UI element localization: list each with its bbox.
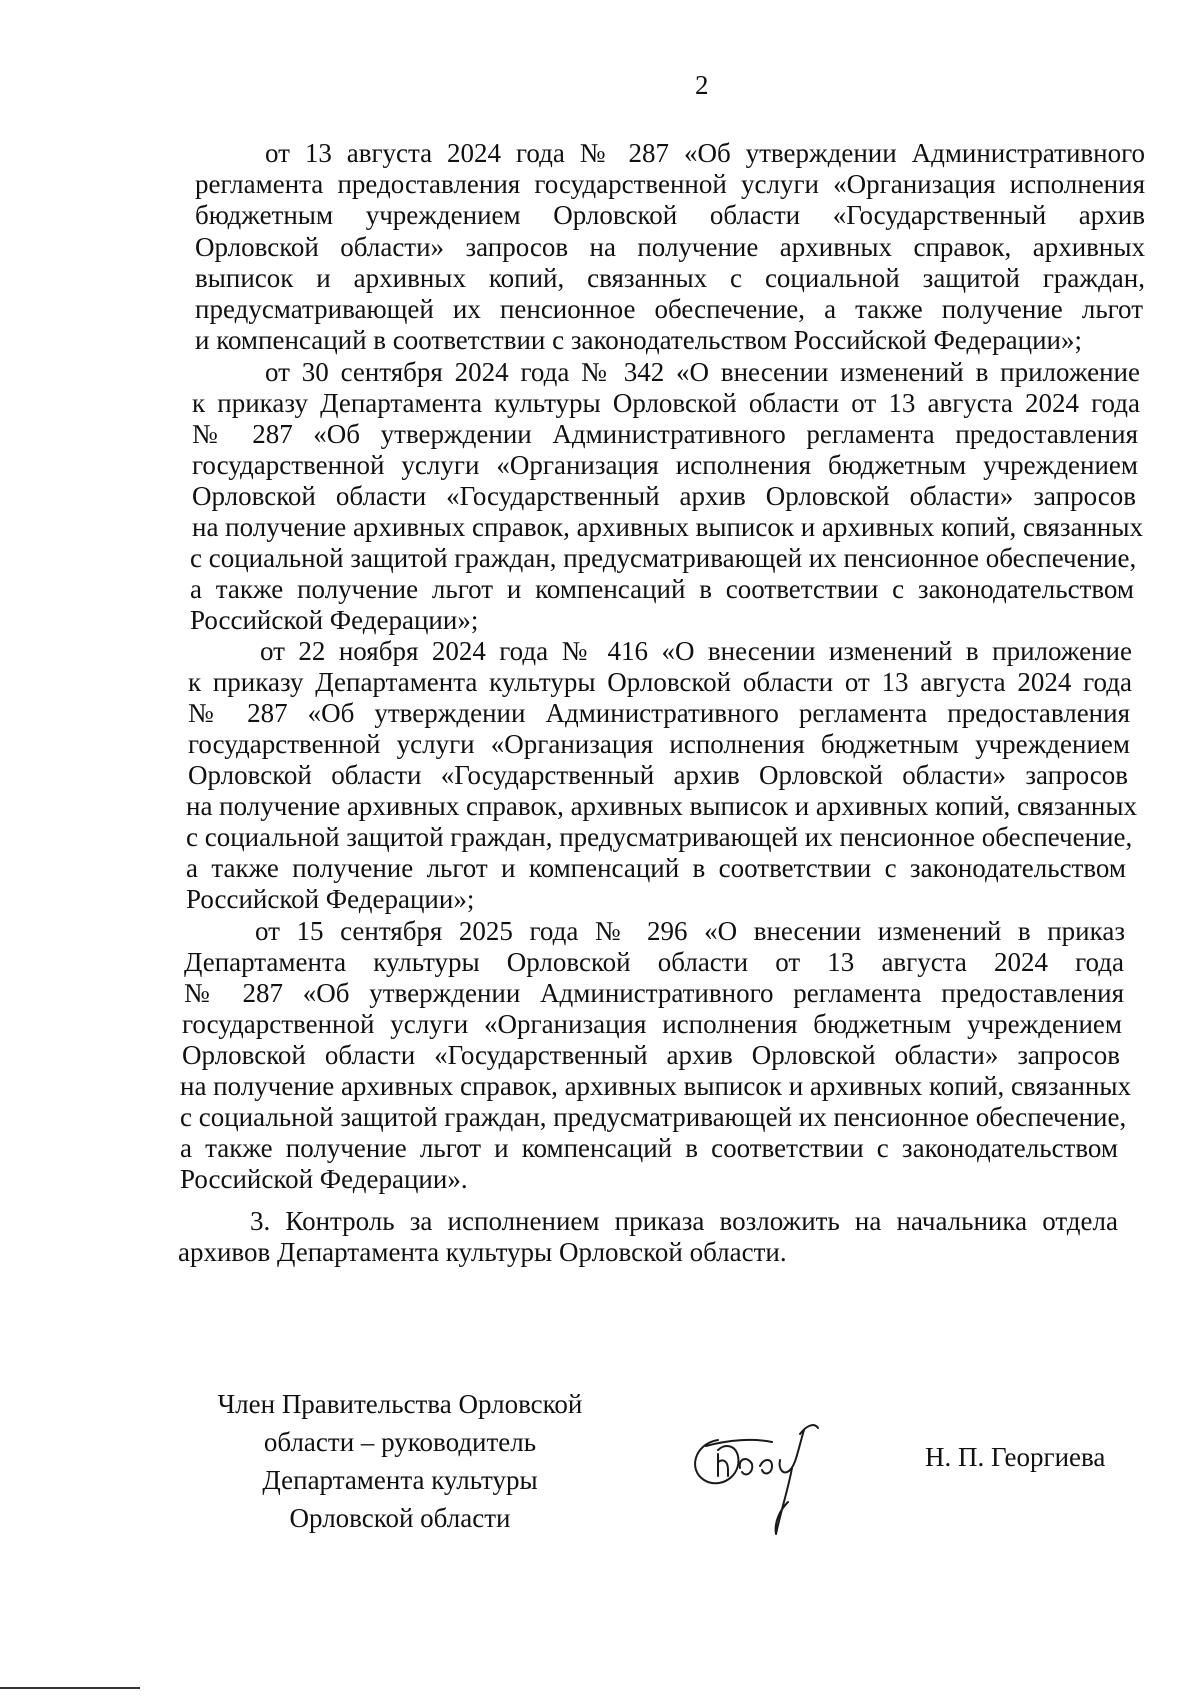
signatory-title-line: Орловской области [289,1503,511,1533]
signatory-title-line: Департамента культуры [262,1465,538,1495]
text-line: Российской Федерации». [180,1164,468,1194]
text-line: Орловской области «Государственный архив Орловской области» запросов [192,481,1136,511]
text-line: бюджетным учреждением Орловской области «Государственный архив [195,200,1145,230]
text-line: а также получение льгот и компенсаций в соответствии с законодательством [190,574,1134,604]
text-line: № 287 «Об утверждении Административного регламента предоставления [184,978,1124,1008]
text-line: Российской Федерации»; [186,884,475,914]
text-line: от 13 августа 2024 года № 287 «Об утверждении Административного [265,138,1145,168]
text-line: к приказу Департамента культуры Орловской области от 13 августа 2024 года [188,667,1132,697]
text-line: архивов Департамента культуры Орловской области. [178,1237,787,1267]
text-line: от 15 сентября 2025 года № 296 «О внесении изменений в приказ [255,916,1125,946]
text-line: а также получение льгот и компенсаций в соответствии с законодательством [186,853,1126,883]
text-line: государственной услуги «Организация исполнения бюджетным учреждением [182,1009,1122,1039]
text-line: № 287 «Об утверждении Административного регламента предоставления [192,419,1138,449]
text-line: с социальной защитой граждан, предусматривающей их пенсионное обеспечение, [190,543,1137,573]
text-line: государственной услуги «Организация исполнения бюджетным учреждением [188,729,1130,759]
text-line: регламента предоставления государственной услуги «Организация исполнения [195,169,1145,199]
footer-rule [0,1687,140,1689]
text-line: на получение архивных справок, архивных выписок и архивных копий, связанных [186,791,1138,821]
text-line: Орловской области «Государственный архив Орловской области» запросов [188,760,1128,790]
text-line: и компенсаций в соответствии с законодательством Российской Федерации»; [195,325,1082,355]
text-line: государственной услуги «Организация исполнения бюджетным учреждением [192,450,1138,480]
text-line: предусматривающей их пенсионное обеспечение, а также получение льгот [195,294,1143,324]
text-line: Российской Федерации»; [190,605,479,635]
text-line: Орловской области «Государственный архив Орловской области» запросов [182,1040,1120,1070]
text-line: от 30 сентября 2024 года № 342 «О внесении изменений в приложение [265,357,1140,387]
signatory-name: Н. П. Георгиева [925,1442,1106,1472]
signatory-title-line: Член Правительства Орловской [217,1389,583,1419]
text-line: с социальной защитой граждан, предусматривающей их пенсионное обеспечение, [180,1102,1127,1132]
signatory-title [200,1385,600,1537]
text-line: Департамента культуры Орловской области от 13 августа 2024 года [184,947,1124,977]
text-line: выписок и архивных копий, связанных с социальной защитой граждан, [195,263,1145,293]
text-line: № 287 «Об утверждении Административного регламента предоставления [188,698,1130,728]
signatory-title-line: области – руководитель [263,1427,537,1457]
text-line: с социальной защитой граждан, предусматривающей их пенсионное обеспечение, [186,822,1133,852]
text-line: на получение архивных справок, архивных выписок и архивных копий, связанных [192,512,1144,542]
handwritten-signature [680,1410,835,1540]
text-line: Орловской области» запросов на получение архивных справок, архивных [195,232,1145,262]
text-line: от 22 ноября 2024 года № 416 «О внесении изменений в приложение [260,636,1132,666]
page-number: 2 [695,70,709,100]
text-line: на получение архивных справок, архивных выписок и архивных копий, связанных [180,1071,1132,1101]
text-line: к приказу Департамента культуры Орловской области от 13 августа 2024 года [192,388,1140,418]
text-line: а также получение льгот и компенсаций в соответствии с законодательством [180,1133,1118,1163]
text-line: 3. Контроль за исполнением приказа возложить на начальника отдела [250,1206,1118,1236]
